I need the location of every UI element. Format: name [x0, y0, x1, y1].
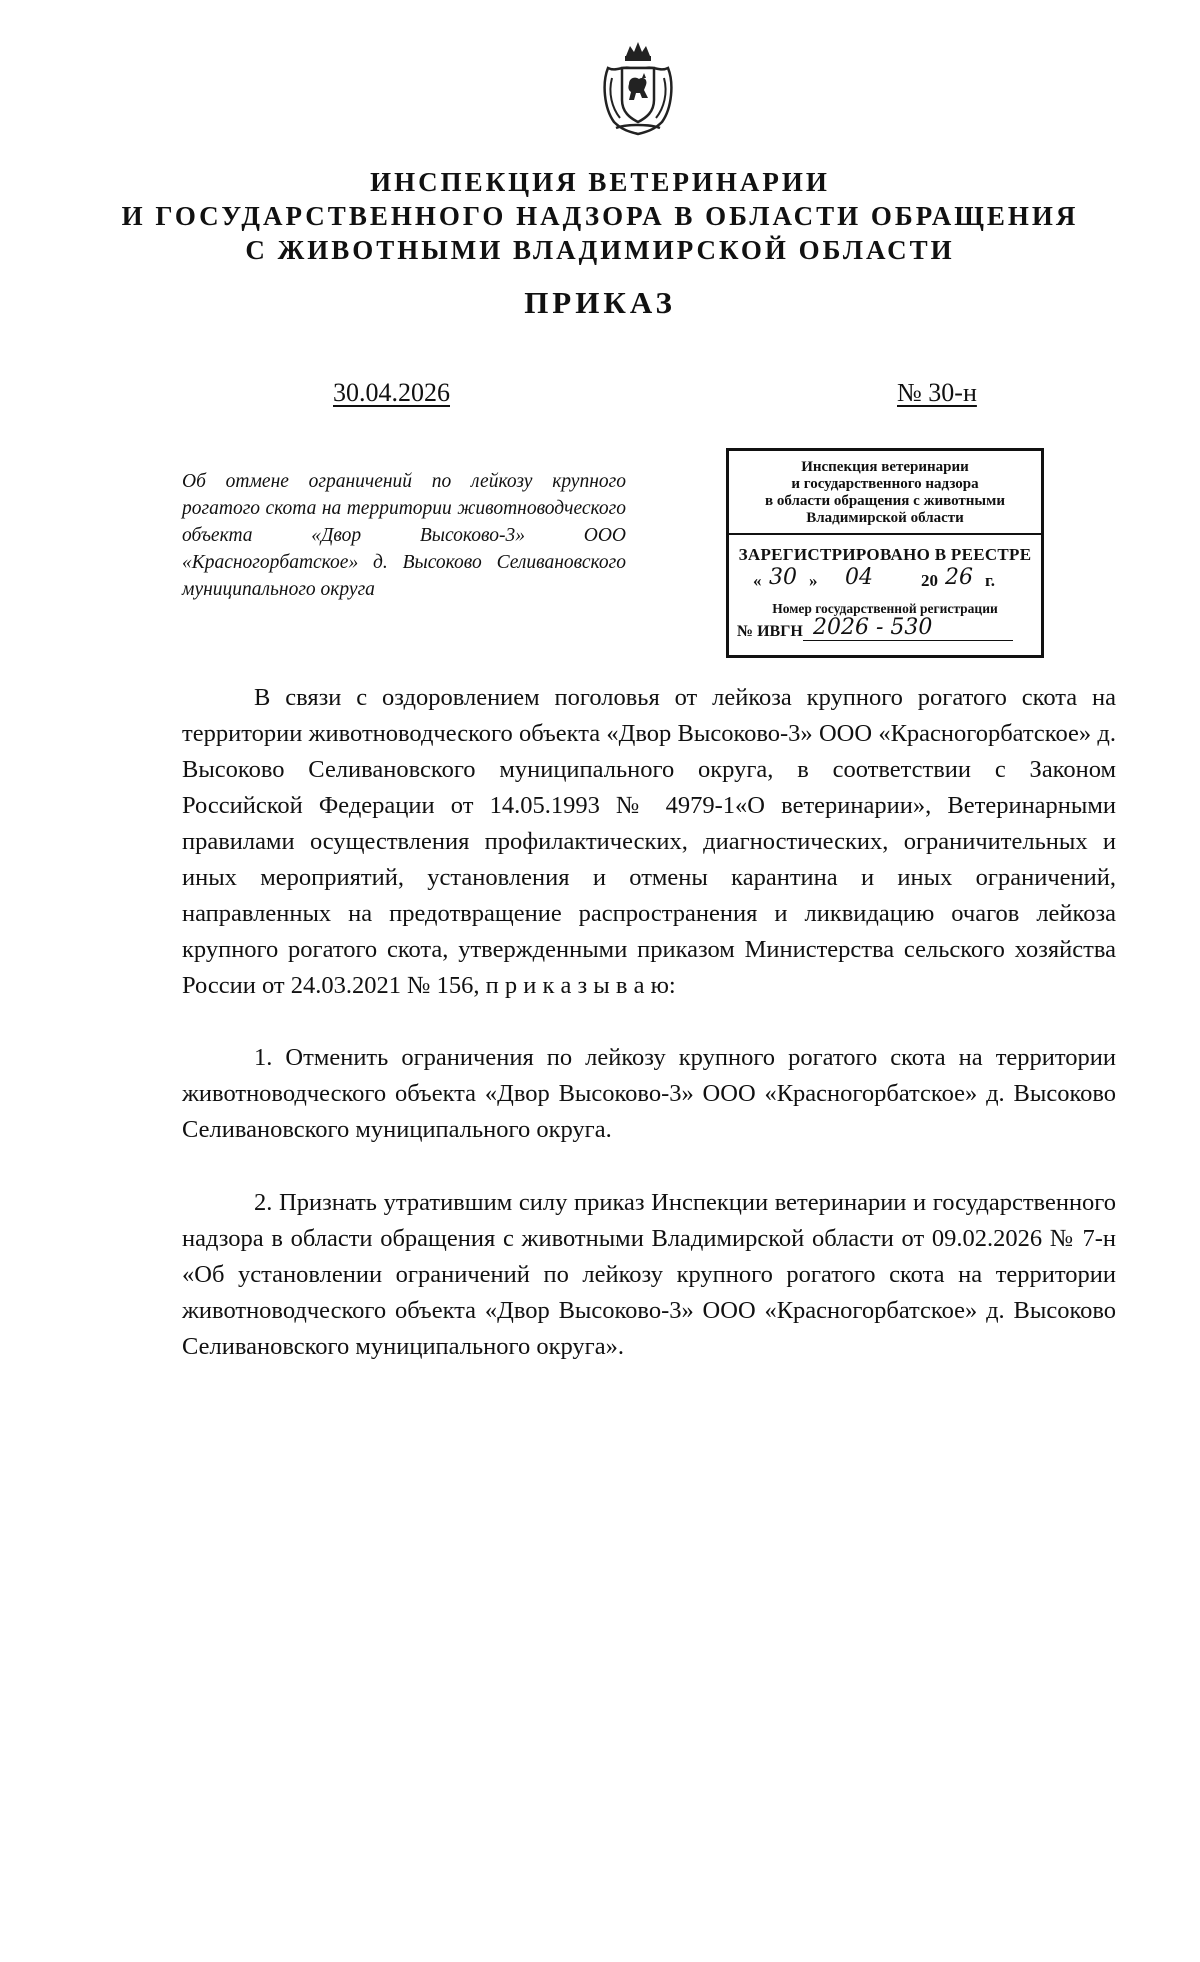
- org-line-1: ИНСПЕКЦИЯ ВЕТЕРИНАРИИ: [370, 167, 830, 197]
- document-subject: Об отмене ограничений по лейкозу крупного рогатого скота на территории животноводческого объекта «Двор Высоково-3» ООО «Красногорбатское» д. Высоково Селивановского муниципального округа: [182, 471, 626, 600]
- stamp-year-unit: г.: [985, 571, 996, 590]
- stamp-ivgn-row: [737, 615, 1041, 649]
- stamp-date-quote-open: «: [753, 571, 762, 590]
- stamp-year-prefix: 20: [921, 571, 938, 590]
- stamp-head-line-4: Владимирской области: [806, 510, 964, 526]
- coat-of-arms-icon: [598, 38, 678, 138]
- stamp-month: 04: [845, 565, 873, 590]
- document-date: 30.04.2026: [333, 378, 450, 407]
- stamp-date-quote-close: »: [809, 571, 818, 590]
- preamble-paragraph: [182, 680, 1116, 1004]
- order-item-1: [182, 1040, 1116, 1148]
- stamp-head-line-2: и государственного надзора: [791, 476, 979, 492]
- stamp-head-line-1: Инспекция ветеринарии: [801, 459, 969, 475]
- stamp-head-line-3: в области обращения с животными: [765, 493, 1005, 509]
- stamp-day: 30: [769, 565, 797, 590]
- stamp-ivgn-label: № ИВГН: [737, 623, 803, 640]
- preamble-text: В связи с оздоровлением поголовья от лейкоза крупного рогатого скота на территории животноводческого объекта «Двор Высоково-3» ООО «Красногорбатское» д. Высоково Селивановского муниципального округа, в соответствии с Законом Российской Федерации от 14.05.1993 № 4979-1«О ветеринарии», Ветеринарными правилами осуществления профилактических, диагностических, ограничительных и иных мероприятий, установления и отмены карантина и иных ограничений, направленных на предотвращение распространения и ликвидацию очагов лейкоза крупного рогатого скота, утвержденными приказом Министерства сельского хозяйства России от 24.03.2021 № 156, п р и к а з ы в а ю:: [182, 684, 1116, 999]
- stamp-year-suffix: 26: [945, 565, 973, 590]
- stamp-regnum-label: Номер государственной регистрации: [772, 601, 998, 616]
- stamp-header: [729, 451, 1041, 535]
- org-line-3: С ЖИВОТНЫМИ ВЛАДИМИРСКОЙ ОБЛАСТИ: [245, 235, 955, 265]
- document-number: № 30-н: [897, 378, 977, 407]
- order-item-2: [182, 1185, 1116, 1365]
- stamp-registered-label: ЗАРЕГИСТРИРОВАНО В РЕЕСТРЕ: [738, 545, 1032, 564]
- order-item-1-text: 1. Отменить ограничения по лейкозу крупного рогатого скота на территории животноводческого объекта «Двор Высоково-3» ООО «Красногорбатское» д. Высоково Селивановского муниципального округа.: [182, 1044, 1116, 1143]
- stamp-ivgn-value: 2026 - 530: [803, 615, 1013, 641]
- order-item-2-text: 2. Признать утратившим силу приказ Инспекции ветеринарии и государственного надзора в области обращения с животными Владимирской области от 09.02.2026 № 7-н «Об установлении ограничений по лейкозу крупного рогатого скота на территории животноводческого объекта «Двор Высоково-3» ООО «Красногорбатское» д. Высоково Селивановского муниципального округа».: [182, 1189, 1116, 1360]
- organization-name: [0, 165, 1200, 267]
- stamp-registration-date: [753, 565, 1041, 595]
- document-type-title: ПРИКАЗ: [524, 285, 676, 320]
- org-line-2: И ГОСУДАРСТВЕННОГО НАДЗОРА В ОБЛАСТИ ОБРАЩЕНИЯ: [121, 201, 1079, 231]
- registration-stamp: [726, 448, 1044, 658]
